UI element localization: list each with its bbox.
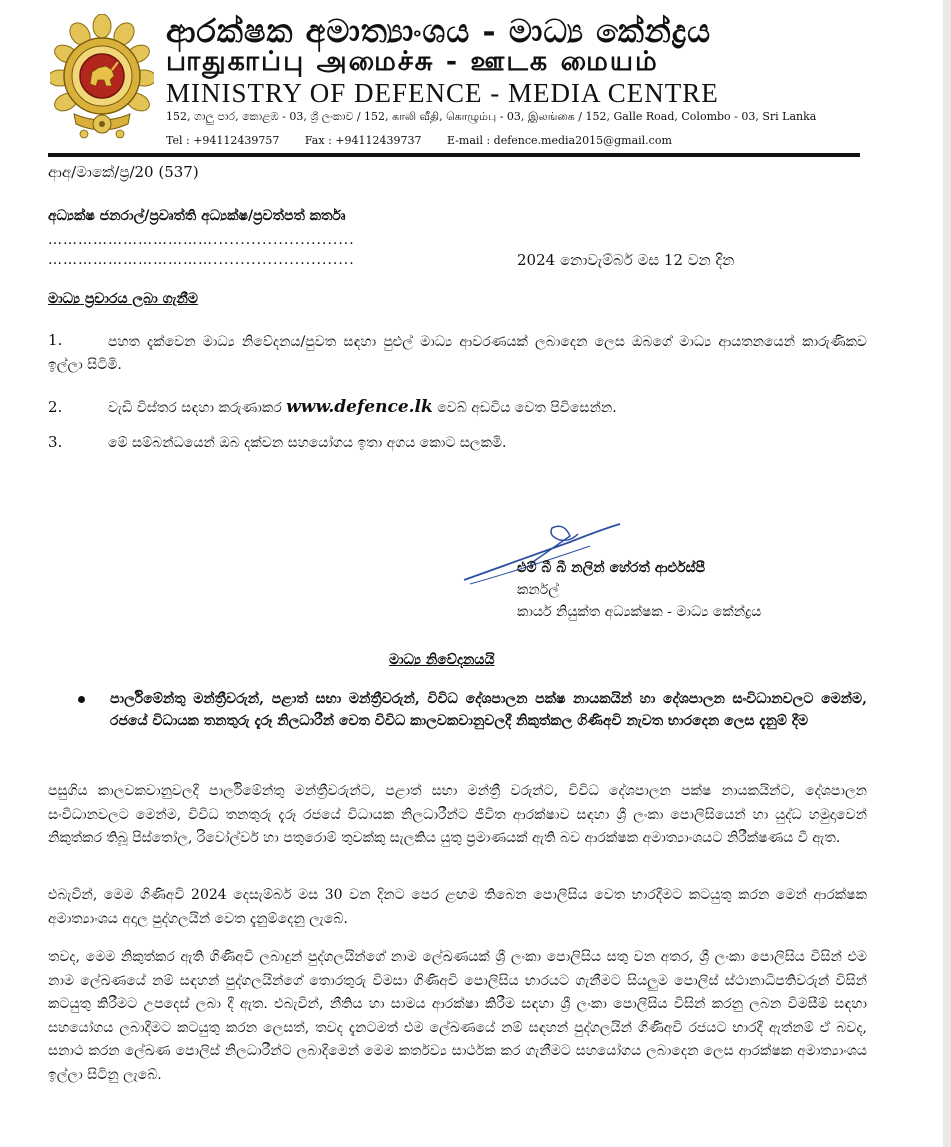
bullet-icon	[78, 696, 85, 703]
title-english: MINISTRY OF DEFENCE - MEDIA CENTRE	[166, 78, 719, 108]
header-divider	[48, 153, 860, 157]
signatory-designation: කාර්ය නියුක්ත අධ්‍යක්ෂක - මාධ්‍ය කේන්ද්‍රය	[517, 604, 762, 620]
reference-number: ආඅ/මාකේ/ප්‍ර/20 (537)	[48, 163, 199, 181]
release-bullet: පාර්ලිමේන්තු මන්ත්‍රීවරුන්, පළාත් සභා මන්ත්‍රීවරුන්, විවිධ දේශපාලන පක්ෂ නායකයින් හා දේශපාලන සංවිධානවලට මෙන්ම, රජයේ විධායක තනතුරු දැරූ නිලධාරීන් වෙත විවිධ කාලවකවානුවලදී නිකුත්කල ගිණිඅවි නැවත භාරදෙන ලෙස දැනුම් දීම	[110, 691, 867, 729]
signatory-rank: කර්නල්	[517, 582, 559, 598]
item-number: 3.	[48, 433, 63, 451]
item-text: පහත දැක්වෙන මාධ්‍ය නිවේදනය/පුවත සඳහා පුළුල් මාධ්‍ය ආවරණයක් ලබාදෙන ලෙස ඔබගේ මාධ්‍ය ආයතනයෙන් කාරුණිකව ඉල්ලා සිටිමි.	[48, 334, 867, 373]
title-sinhala: ආරක්ෂක අමාත්‍යාංශය - මාධ්‍ය කේන්ද්‍රය	[166, 12, 712, 50]
fax: Fax : +94112439737	[304, 134, 422, 147]
media-release-heading: මාධ්‍ය නිවේදනයයි	[389, 652, 495, 668]
contact-line	[166, 134, 694, 147]
item-text-after: වෙබ් අඩවිය වෙත පිවිසෙන්න.	[437, 400, 617, 416]
addressee: අධ්‍යක්ෂ ජනරාල්/ප්‍රවෘත්ති අධ්‍යක්ෂ/ප්‍රවත්පත් කර්තෘ	[48, 208, 346, 224]
letter-date: 2024 නොවැම්බර් මස 12 වන දින	[517, 251, 735, 269]
sri-lanka-emblem-icon	[50, 14, 154, 142]
release-paragraph: පසුගිය කාලවකවානුවලදී පාර්ලිමේන්තු මන්ත්‍රීවරුන්ට, පළාත් සභා මන්ත්‍රී වරුන්ට, විවිධ දේශපාලන පක්ෂ නායකයින්ට, දේශපාලන සංවිධානවලට මෙන්ම, විවිධ තනතුරු දැරූ රජයේ විධායක නිලධාරීන්ට ජීවිත ආරක්ෂාව සඳහා ශ්‍රී ලංකා පොලිසියෙන් හා යුද්ධ හමුදාවෙන් නිකුත්කර තිබූ පිස්තෝල, රිවෝල්වර් හා පතුරොම් තුවක්කු සැලකිය යුතු ප්‍රමාණයක් ඇති බව ආරක්ෂක අමාත්‍යාංශයට නිරීක්ෂණය වී ඇත.	[48, 783, 867, 846]
title-tamil: பாதுகாப்பு அமைச்சு - ஊடக மையம்	[166, 46, 659, 77]
address-blank-line-1: ……………………………..........................	[48, 232, 355, 248]
item-text: මේ සම්බන්ධයෙන් ඔබ දක්වන සහයෝගය ඉතා අගය කොට සලකමි.	[108, 435, 507, 451]
item-number: 1.	[48, 331, 63, 349]
subject-heading: මාධ්‍ය ප්‍රචාරය ලබා ගැනීම	[48, 291, 198, 307]
item-number: 2.	[48, 398, 63, 416]
release-paragraph: තවද, මෙම නිකුත්කර ඇති ගිණිඅවි ලබාදුන් පුද්ගලයින්ගේ නාම ලේඛණයක් ශ්‍රී ලංකා පොලිසිය සතු වන අතර, ශ්‍රී ලංකා පොලිසිය විසින් එම නාම ලේඛණයේ නම් සඳහන් පුද්ගලයින්ගේ තොරතුරු විමසා ගිණිඅවි පොලිසිය භාරයට ගැනීමට සියලුම පොලිස් ස්ථානාධිපතිවරුන් විසින් කටයුතු කිරීමට උපදෙස් ලබා දී ඇත. එබැවින්, නීතිය හා සාමය ආරක්ෂා කිරීම සඳහා ශ්‍රී ලංකා පොලිසිය විසින් කරනු ලබන විමසීම් සඳහා සහයෝගය ලබාදීමට කටයුතු කරන ලෙසත්, තවද දැනටමත් එම ලේඛණයේ නම් සඳහන් පුද්ගලයින් ගිණිඅවි රජයට භාරදී ඇත්නම් ඒ බවද, සනාථ කරන ලේඛණ පොලිස් නිලධාරීන්ට ලබාදීමෙන් මෙම කර්තව්‍ය සාර්ථක කර ගැනීමට සහයෝගය ලබාදෙන ලෙස ආරක්ෂක අමාත්‍යාංශය ඉල්ලා සිටිනු ලැබේ.	[48, 949, 867, 1083]
page-edge	[943, 0, 951, 1147]
release-paragraph: එබැවින්, මෙම ගිණිඅවි 2024 දෙසැම්බර් මස 30 වන දිනට පෙර ළඟම තිබෙන පොලිසිය වෙත භාරදීමට කටයුතු කරන මෙන් ආරක්ෂක අමාත්‍යාංශය අදාල පුද්ගලයින් වෙත දැනුම්දෙනු ලැබේ.	[48, 887, 867, 927]
signatory-name: එම් බී බී නලින් හේරත් ආර්එස්පී	[517, 560, 706, 576]
address-blank-line-2: ……………………………..........................	[48, 252, 355, 268]
item-text-before: වැඩි විස්තර සඳහා කරුණාකර	[108, 400, 282, 416]
item-text	[108, 396, 868, 420]
telephone: Tel : +94112439757	[166, 134, 280, 147]
website-link[interactable]: www.defence.lk	[286, 397, 433, 417]
email: E-mail : defence.media2015@gmail.com	[446, 134, 672, 147]
address: 152, ගාලු පාර, කොළඹ - 03, ශ්‍රී ලංකාව / 152, காலி வீதி, கொழும்பு - 03, இலங்கை / 152, Galle Road, Colombo - 03, Sri Lanka	[166, 110, 817, 123]
